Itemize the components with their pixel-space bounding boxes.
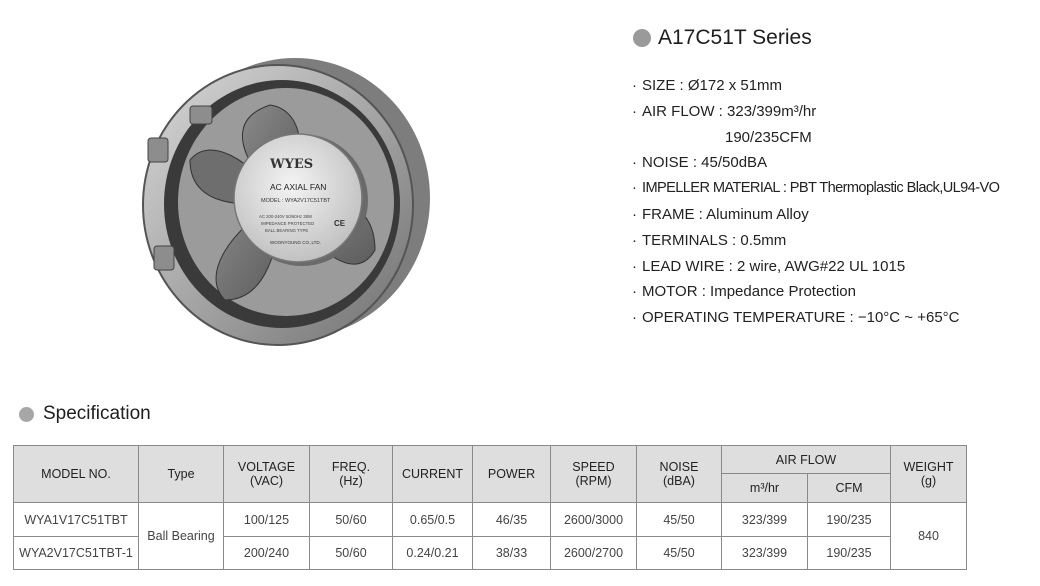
cell-power: 46/35 [473, 503, 551, 537]
label-line3: BALL BEARING TYPE [265, 228, 309, 233]
mount-lug [154, 246, 174, 270]
cell-speed: 2600/3000 [551, 503, 637, 537]
header-noise: NOISE (dBA) [637, 446, 722, 503]
fan-product-image [130, 50, 430, 350]
cell-weight: 840 [891, 503, 967, 570]
header-weight: WEIGHT (g) [891, 446, 967, 503]
cell-noise: 45/50 [637, 537, 722, 570]
mount-lug [190, 106, 212, 124]
series-title: A17C51T Series [658, 26, 812, 49]
spec-item: · OPERATING TEMPERATURE : −10°C ~ +65°C [632, 309, 960, 327]
cell-current: 0.65/0.5 [393, 503, 473, 537]
ce-mark: CE [334, 219, 346, 228]
spec-item: · FRAME : Aluminum Alloy [632, 205, 809, 223]
label-line1: AC 200-240V 50/60Hz 38W [259, 214, 313, 219]
header-airflow: AIR FLOW [722, 446, 891, 474]
header-speed: SPEED (RPM) [551, 446, 637, 503]
cell-power: 38/33 [473, 537, 551, 570]
spec-item: 190/235CFM [725, 128, 812, 146]
header-power: POWER [473, 446, 551, 503]
spec-item: · LEAD WIRE : 2 wire, AWG#22 UL 1015 [632, 257, 906, 275]
label-line2: IMPEDANCE PROTECTED [261, 221, 315, 226]
header-voltage: VOLTAGE (VAC) [224, 446, 310, 503]
label-brand: WYES [270, 157, 314, 172]
cell-noise: 45/50 [637, 503, 722, 537]
circle-bullet-icon [633, 29, 651, 47]
spec-item: · IMPELLER MATERIAL : PBT Thermoplastic Black,UL94-VO [632, 180, 1000, 197]
cell-freq: 50/60 [310, 503, 393, 537]
mount-lug [148, 138, 168, 162]
cell-airflow-cfm: 190/235 [808, 537, 891, 570]
spec-item: · TERMINALS : 0.5mm [632, 231, 787, 249]
specification-title: Specification [43, 403, 151, 424]
specification-table [13, 445, 967, 570]
label-maker: WOONYOUNG CO.,LTD. [270, 240, 321, 245]
header-current: CURRENT [393, 446, 473, 503]
cell-model: WYA1V17C51TBT [14, 503, 139, 537]
specification-header [19, 403, 151, 425]
cell-speed: 2600/2700 [551, 537, 637, 570]
label-title: AC AXIAL FAN [270, 182, 327, 192]
cell-freq: 50/60 [310, 537, 393, 570]
fan-illustration [130, 50, 430, 350]
cell-airflow-m3: 323/399 [722, 537, 808, 570]
series-spec-list [632, 73, 999, 331]
spec-item: · MOTOR : Impedance Protection [632, 283, 856, 301]
table-row [14, 503, 967, 537]
header-airflow-cfm: CFM [808, 474, 891, 503]
cell-airflow-cfm: 190/235 [808, 503, 891, 537]
label-model: MODEL : WYA2V17C51TBT [261, 198, 331, 204]
cell-voltage: 100/125 [224, 503, 310, 537]
cell-airflow-m3: 323/399 [722, 503, 808, 537]
series-header [633, 26, 812, 50]
header-type: Type [139, 446, 224, 503]
spec-item: · SIZE : Ø172 x 51mm [632, 77, 783, 94]
spec-item: · AIR FLOW : 323/399m³/hr [632, 102, 817, 120]
header-freq: FREQ. (Hz) [310, 446, 393, 503]
cell-type: Ball Bearing [139, 503, 224, 570]
header-airflow-m3: m³/hr [722, 474, 808, 503]
cell-model: WYA2V17C51TBT-1 [14, 537, 139, 570]
cell-current: 0.24/0.21 [393, 537, 473, 570]
cell-voltage: 200/240 [224, 537, 310, 570]
header-model: MODEL NO. [14, 446, 139, 503]
circle-bullet-icon [19, 407, 34, 422]
spec-item: · NOISE : 45/50dBA [632, 154, 768, 172]
